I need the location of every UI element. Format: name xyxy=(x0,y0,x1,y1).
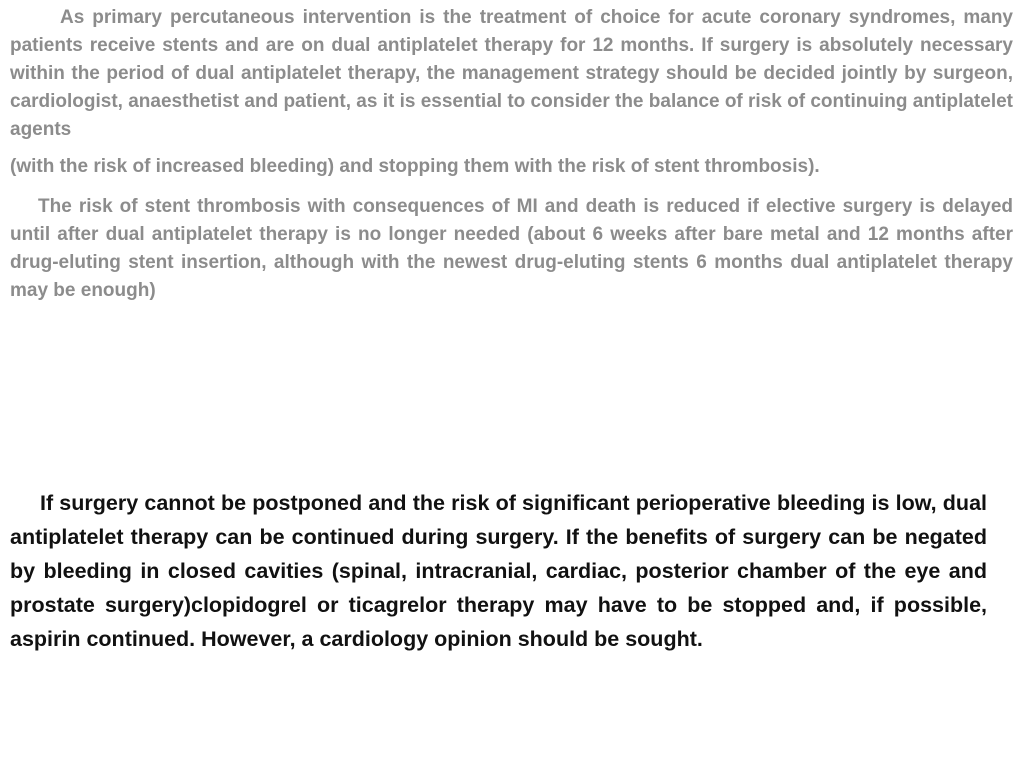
paragraph-surgery-cannot-be-postponed: If surgery cannot be postponed and the risk of significant perioperative bleeding is low, dual antiplatelet therapy can be continued during surgery. If the benefits of surgery can be negated by bleeding in closed cavities (spinal, intracranial, cardiac, posterior chamber of the eye and prostate surgery)clopidogrel or ticagrelor therapy may have to be stopped and, if possible, aspirin continued. However, a cardiology opinion should be sought. xyxy=(10,491,987,651)
paragraph-bleeding-thrombosis-balance: (with the risk of increased bleeding) and stopping them with the risk of stent thrombosis). xyxy=(10,156,820,177)
paragraph-stent-thrombosis-risk: The risk of stent thrombosis with consequences of MI and death is reduced if elective surgery is delayed until after dual antiplatelet therapy is no longer needed (about 6 weeks after bare metal and 12 months after drug-eluting stent insertion, although with the newest drug-eluting stents 6 months dual antiplatelet therapy may be enough) xyxy=(10,196,1013,301)
paragraph-stent-antiplatelet-intro: As primary percutaneous intervention is the treatment of choice for acute coronary syndromes, many patients receive stents and are on dual antiplatelet therapy for 12 months. If surgery is absolutely necessary within the period of dual antiplatelet therapy, the management strategy should be decided jointly by surgeon, cardiologist, anaesthetist and patient, as it is essential to consider the balance of risk of continuing antiplatelet agents xyxy=(10,7,1013,140)
